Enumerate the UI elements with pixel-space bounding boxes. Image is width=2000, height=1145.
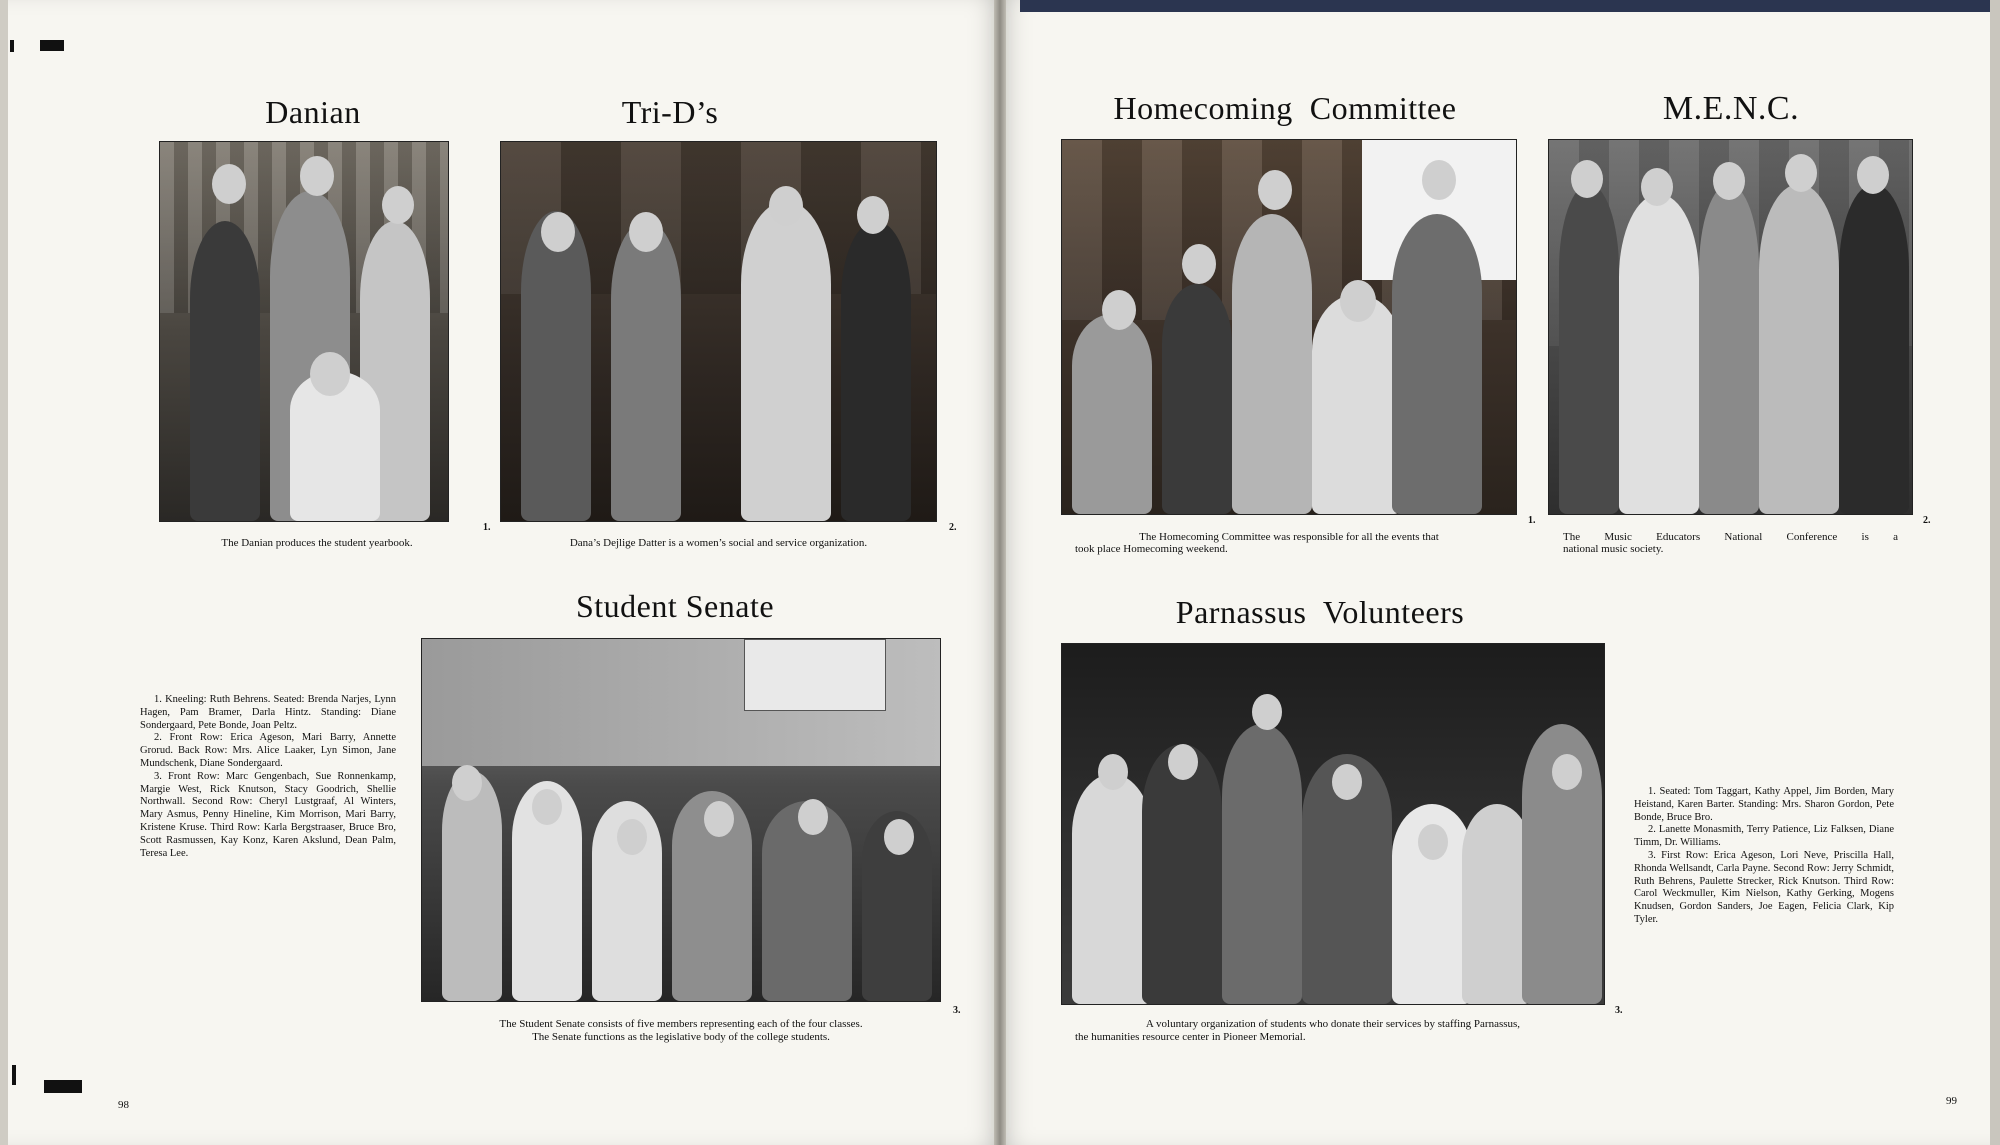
photo-number: 1. xyxy=(483,522,491,533)
cover-edge xyxy=(1020,0,2000,12)
names-paragraph: 2. Lanette Monasmith, Terry Patience, Liz Falksen, Diane Timm, Dr. Williams. xyxy=(1634,824,1894,849)
page-number-right: 99 xyxy=(1946,1095,1957,1107)
homecoming-caption-line1: The Homecoming Committee was responsible for all the events that xyxy=(1139,531,1439,543)
page-edge-left xyxy=(0,0,8,1145)
menc-title: M.E.N.C. xyxy=(1662,90,1800,127)
registration-mark xyxy=(10,40,14,52)
names-paragraph: 1. Seated: Tom Taggart, Kathy Appel, Jim Borden, Mary Heistand, Karen Barter. Standing: Mrs. Sharon Gordon, Pete Bonde, Bruce Bro. xyxy=(1634,786,1894,823)
senate-caption-line1: The Student Senate consists of five members representing each of the four classes. xyxy=(499,1018,863,1030)
photo-number: 3. xyxy=(953,1005,961,1016)
left-page-names xyxy=(140,694,396,860)
homecoming-photo xyxy=(1061,139,1517,515)
photo-number: 2. xyxy=(1923,515,1931,526)
photo-number: 2. xyxy=(949,522,957,533)
right-page-names xyxy=(1634,786,1894,927)
names-paragraph: 3. First Row: Erica Ageson, Lori Neve, Priscilla Hall, Rhonda Wellsandt, Carla Payne. Second Row: Jerry Schmidt, Ruth Behrens, Paulette Strecker, Rick Knutson. Third Row: Carol Weckmuller, Kim Nielson, Kathy Gerking, Mogens Knudsen, Gordon Sanders, Joe Eagen, Felicia Clark, Kip Tyler. xyxy=(1634,849,1894,925)
parnassus-caption-line1: A voluntary organization of students who donate their services by staffing Parnassus, xyxy=(1145,1018,1521,1030)
trids-photo xyxy=(500,141,937,522)
menc-caption-line2: national music society. xyxy=(1563,543,1664,555)
registration-mark xyxy=(44,1080,82,1093)
book-spine xyxy=(994,0,1006,1145)
page-edge-right xyxy=(1990,0,2000,1145)
danian-photo xyxy=(159,141,449,522)
homecoming-caption-line2: took place Homecoming weekend. xyxy=(1075,543,1228,555)
trids-title: Tri-D’s xyxy=(621,94,719,130)
names-paragraph: 3. Front Row: Marc Gengenbach, Sue Ronnenkamp, Margie West, Rick Knutson, Stacy Goodrich, Shellie Northwall. Second Row: Cheryl Lustgraaf, Al Winters, Mary Asmus, Penny Hineline, Kim Morrison, Mari Barry, Kristene Kruse. Third Row: Karla Bergstraaser, Bruce Bro, Scott Rasmussen, Kay Konz, Karen Akslund, Dean Palm, Teresa Lee. xyxy=(140,770,396,859)
parnassus-photo xyxy=(1061,643,1605,1005)
menc-photo xyxy=(1548,139,1913,515)
homecoming-title: Homecoming Committee xyxy=(1113,90,1457,126)
photo-number: 3. xyxy=(1615,1005,1623,1016)
parnassus-title: Parnassus Volunteers xyxy=(1175,594,1465,630)
senate-caption-line2: The Senate functions as the legislative body of the college students. xyxy=(532,1031,830,1043)
registration-mark xyxy=(12,1065,16,1085)
photo-number: 1. xyxy=(1528,515,1536,526)
danian-caption: The Danian produces the student yearbook. xyxy=(221,537,413,549)
trids-caption: Dana’s Dejlige Datter is a women’s social and service organization. xyxy=(569,537,868,549)
danian-title: Danian xyxy=(265,94,361,130)
page-number-left: 98 xyxy=(118,1099,129,1111)
names-paragraph: 1. Kneeling: Ruth Behrens. Seated: Brenda Narjes, Lynn Hagen, Pam Bramer, Darla Hintz. Standing: Diane Sondergaard, Pete Bonde, Joan Peltz. xyxy=(140,694,396,731)
menc-caption-line1: The Music Educators National Conference is a xyxy=(1563,531,1898,543)
senate-photo xyxy=(421,638,941,1002)
senate-title: Student Senate xyxy=(575,588,775,624)
names-paragraph: 2. Front Row: Erica Ageson, Mari Barry, Annette Grorud. Back Row: Mrs. Alice Laaker, Lyn Simon, Jane Mundschenk, Diane Sondergaard. xyxy=(140,732,396,769)
parnassus-caption-line2: the humanities resource center in Pioneer Memorial. xyxy=(1075,1031,1306,1043)
registration-mark xyxy=(40,40,64,51)
